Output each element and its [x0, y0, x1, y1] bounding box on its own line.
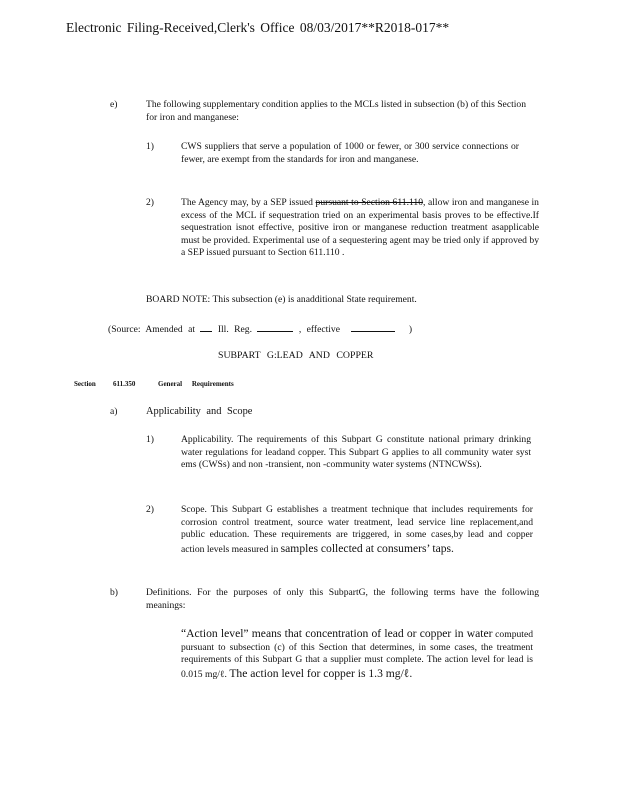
item-e-intro: The following supplementary condition applies to the MCLs listed in subsection (b) of this Section for iron and manganese:	[146, 99, 526, 123]
item-a2-label: 2)	[146, 504, 154, 515]
item-b-text: Definitions. For the purposes of only this SubpartG, the following terms have the following meanings:	[146, 587, 539, 611]
source-prefix: (Source: Amended at	[108, 324, 195, 335]
subpart-title: SUBPART G:LEAD AND COPPER	[218, 350, 374, 361]
item-a2-text-b: samples collected at consumers’ taps.	[280, 541, 454, 555]
blank-volume	[200, 322, 212, 332]
source-note	[108, 322, 412, 337]
source-effective: , effective	[298, 324, 340, 335]
item-e2-text	[181, 197, 539, 260]
source-close: )	[408, 324, 413, 335]
action-level-definition	[181, 627, 533, 681]
item-a1-label: 1)	[146, 434, 154, 445]
section-number: 611.350	[113, 380, 136, 388]
item-a-label: a)	[110, 406, 118, 417]
blank-page	[257, 322, 293, 332]
item-e-label: e)	[110, 99, 118, 110]
source-reg: Ill. Reg.	[217, 324, 252, 335]
item-b-label: b)	[110, 587, 118, 598]
section-title: General Requirements	[158, 380, 234, 388]
blank-date	[351, 322, 395, 332]
item-e2-label: 2)	[146, 197, 154, 208]
item-e2-text-b: , allow iron and manganese in excess of the MCL if sequestration tried on an experimental basis proves to be effective.If sequestration isnot effective, positive iron or manganese reduction treatment asapplicable must be provided. Experimental use of a sequestering agent may be tried only if approved by a SEP issued pursuant to Section 611.110 .	[181, 197, 539, 259]
filing-header: Electronic Filing-Received,Clerk's Office 08/03/2017**R2018-017**	[66, 20, 450, 35]
struck-text: pursuant to Section 611.110	[315, 197, 424, 208]
board-note: BOARD NOTE: This subsection (e) is anadditional State requirement.	[146, 294, 417, 305]
item-a2-text	[181, 504, 533, 556]
section-label: Section	[74, 380, 96, 388]
item-e1-text: CWS suppliers that serve a population of 1000 or fewer, or 300 service connections or fewer, are exempt from the standards for iron and manganese.	[181, 141, 519, 165]
definition-lead-in: “Action level” means that concentration of lead or copper in water	[181, 627, 493, 640]
item-e1-label: 1)	[146, 141, 154, 152]
item-e2-text-a: The Agency may, by a SEP issued	[181, 197, 316, 208]
definition-body: computed pursuant to subsection (c) of this Section that determines, in some cases, the treatment requirements of this Subpart G that a supplier must complete. The action level for lead is 0.015 mg/ℓ.	[181, 629, 534, 680]
item-a-title: Applicability and Scope	[146, 406, 253, 417]
definition-tail: The action level for copper is 1.3 mg/ℓ.	[229, 666, 413, 680]
item-a1-text: Applicability. The requirements of this Subpart G constitute national primary drinking water regulations for leadand copper. This Subpart G applies to all community water syst ems (CWSs) and non -transient, non -community water systems (NTNCWSs).	[181, 434, 531, 471]
item-a2-text-a: Scope. This Subpart G establishes a treatment technique that includes requirements for corrosion control treatment, source water treatment, lead service line replacement,and public education. These requirements are triggered, in some cases,by lead and copper action levels measured in	[181, 504, 533, 555]
